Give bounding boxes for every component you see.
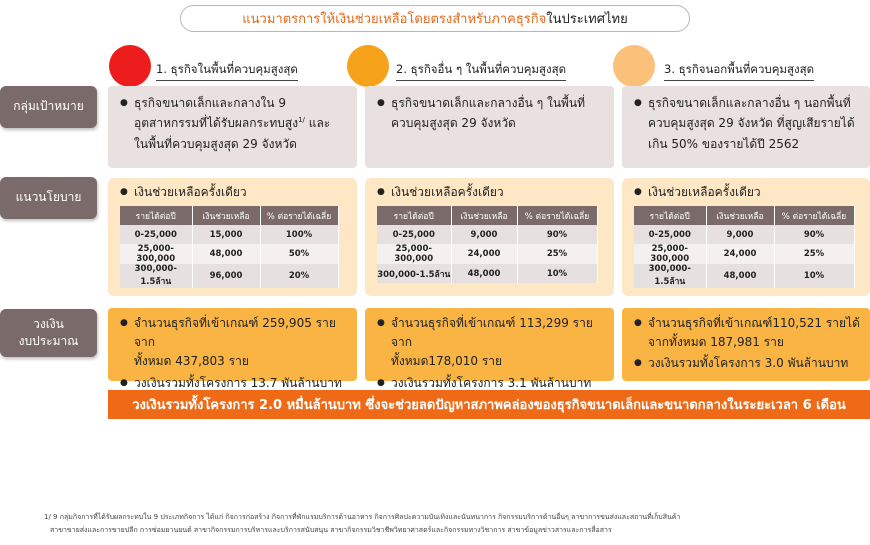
table-header: รายได้ต่อปี — [377, 206, 451, 225]
title-highlight: แนวมาตรการให้เงินช่วยเหลือโดยตรงสำหรับภาคธุรกิจ — [242, 12, 547, 27]
table-cell: 0-25,000 — [120, 225, 192, 244]
table-cell: 25,000-300,000 — [634, 244, 706, 264]
list-item — [377, 93, 604, 134]
list-item — [634, 93, 860, 154]
table-header: รายได้ต่อปี — [634, 206, 706, 225]
budget-box-3 — [622, 308, 870, 381]
footnote-line-2: สาขาขายส่งและการขายปลีก การซ่อมยานยนต์ สาขากิจกรรมการบริหารและบริการสนับสนุน สาขากิจกรรมวิชาชีพวิทยาศาสตร์และกิจกรรมทางวิชาการ สาขาข้อมูลข่าวสารและการสื่อสาร — [50, 526, 612, 534]
policy-2-title: เงินช่วยเหลือครั้งเดียว — [391, 185, 504, 199]
table-row — [634, 244, 854, 264]
table-cell: 48,000 — [451, 264, 517, 283]
row-label-policy-text: แนวนโยบาย — [15, 190, 82, 205]
table-cell: 300,000-1.5ล้าน — [377, 264, 451, 283]
bullet-icon: ● — [120, 377, 128, 388]
footnote — [44, 511, 864, 537]
table-cell: 24,000 — [706, 244, 774, 264]
column-1-red-circle-icon — [109, 45, 151, 87]
table-header: เงินช่วยเหลือ — [451, 206, 517, 225]
row-label-budget — [0, 309, 97, 357]
target-box-2 — [365, 86, 614, 168]
table-header: % ต่อรายได้เฉลี่ย — [260, 206, 338, 225]
bullet-icon: ● — [120, 98, 128, 108]
budget-1-amount: วงเงินรวมทั้งโครงการ 13.7 พันล้านบาท — [134, 375, 342, 390]
target-1-line-1: ธุรกิจขนาดเล็กและกลางใน 9 — [134, 96, 286, 110]
table-row — [377, 225, 597, 244]
target-3-line-3: เกิน 50% ของรายได้ปี 2562 — [648, 136, 800, 151]
table-row — [120, 244, 338, 264]
list-item — [634, 354, 862, 373]
row-label-target — [0, 86, 97, 128]
budget-1-total: ทั้งหมด 437,803 ราย — [134, 354, 249, 369]
table-cell: 90% — [774, 225, 854, 244]
table-cell: 50% — [260, 244, 338, 264]
policy-box-1 — [108, 178, 357, 296]
budget-box-2 — [365, 308, 614, 390]
summary-banner — [108, 390, 870, 419]
table-cell: 300,000-1.5ล้าน — [120, 264, 192, 288]
list-item — [120, 184, 357, 200]
row-label-budget-line-1: วงเงิน — [33, 316, 64, 331]
budget-2-amount: วงเงินรวมทั้งโครงการ 3.1 พันล้านบาท — [391, 375, 592, 390]
table-cell: 48,000 — [192, 244, 260, 264]
list-item — [634, 314, 862, 352]
bullet-icon: ● — [634, 318, 642, 328]
target-2-line-1: ธุรกิจขนาดเล็กและกลางอื่น ๆ ในพื้นที่ — [391, 96, 586, 110]
bullet-icon: ● — [377, 187, 385, 197]
table-row — [377, 264, 597, 283]
target-3-line-2: ควบคุมสูงสุด 29 จังหวัด ที่สูญเสียรายได้ — [648, 116, 855, 131]
table-row — [120, 264, 338, 288]
column-2-heading: 2. ธุรกิจอื่น ๆ ในพื้นที่ควบคุมสูงสุด — [396, 61, 566, 81]
budget-3-amount: วงเงินรวมทั้งโครงการ 3.0 พันล้านบาท — [648, 356, 849, 371]
table-cell: 15,000 — [192, 225, 260, 244]
budget-3-count: จำนวนธุรกิจที่เข้าเกณฑ์110,521 รายได้ — [648, 316, 860, 330]
list-item — [120, 93, 347, 154]
column-3-heading: 3. ธุรกิจนอกพื้นที่ควบคุมสูงสุด — [664, 61, 814, 81]
table-cell: 25% — [774, 244, 854, 264]
table-cell: 0-25,000 — [634, 225, 706, 244]
table-cell: 90% — [517, 225, 597, 244]
title-rest: ในประเทศไทย — [546, 12, 628, 27]
row-label-target-text: กลุ่มเป้าหมาย — [13, 99, 84, 114]
list-item — [377, 314, 606, 372]
bullet-icon: ● — [634, 98, 642, 108]
column-3-peach-circle-icon — [613, 45, 655, 87]
page-title — [180, 5, 690, 32]
policy-box-3 — [622, 178, 870, 296]
target-3-line-1: ธุรกิจขนาดเล็กและกลางอื่น ๆ นอกพื้นที่ — [648, 96, 851, 110]
list-item — [120, 314, 349, 372]
table-cell: 24,000 — [451, 244, 517, 264]
table-cell: 25% — [517, 244, 597, 264]
policy-box-2 — [365, 178, 614, 296]
table-cell: 10% — [517, 264, 597, 283]
bullet-icon: ● — [377, 377, 385, 388]
column-2-orange-circle-icon — [347, 45, 389, 87]
bullet-icon: ● — [120, 318, 128, 328]
list-item — [377, 184, 614, 200]
table-row — [120, 225, 338, 244]
target-box-3 — [622, 86, 870, 168]
target-1-line-3: ในพื้นที่ควบคุมสูงสุด 29 จังหวัด — [134, 136, 297, 151]
table-cell: 20% — [260, 264, 338, 288]
bullet-icon: ● — [377, 98, 385, 108]
table-cell: 25,000-300,000 — [120, 244, 192, 264]
budget-1-count: จำนวนธุรกิจที่เข้าเกณฑ์ 259,905 ราย จาก — [134, 316, 336, 350]
table-header: รายได้ต่อปี — [120, 206, 192, 225]
budget-3-total: จากทั้งหมด 187,981 ราย — [648, 335, 784, 350]
table-cell: 96,000 — [192, 264, 260, 288]
table-cell: 0-25,000 — [377, 225, 451, 244]
table-row — [634, 264, 854, 288]
table-header: % ต่อรายได้เฉลี่ย — [774, 206, 854, 225]
budget-2-total: ทั้งหมด178,010 ราย — [391, 354, 503, 369]
row-label-budget-line-2: งบประมาณ — [18, 334, 79, 348]
table-header: เงินช่วยเหลือ — [192, 206, 260, 225]
target-box-1 — [108, 86, 357, 168]
table-cell: 9,000 — [706, 225, 774, 244]
bullet-icon: ● — [634, 187, 642, 197]
grant-table-1 — [120, 206, 339, 288]
list-item — [634, 184, 870, 200]
grant-table-3 — [634, 206, 855, 288]
target-2-line-2: ควบคุมสูงสุด 29 จังหวัด — [391, 116, 516, 131]
budget-box-1 — [108, 308, 357, 390]
table-row — [377, 244, 597, 264]
policy-1-title: เงินช่วยเหลือครั้งเดียว — [134, 185, 247, 199]
table-cell: 100% — [260, 225, 338, 244]
column-1-heading: 1. ธุรกิจในพื้นที่ควบคุมสูงสุด — [156, 61, 298, 81]
table-header: % ต่อรายได้เฉลี่ย — [517, 206, 597, 225]
summary-banner-text: วงเงินรวมทั้งโครงการ 2.0 หมื่นล้านบาท ซึ่งจะช่วยลดปัญหาสภาพคล่องของธุรกิจขนาดเล็กและขนาดกลางในระยะเวลา 6 เดือน — [132, 398, 846, 413]
table-cell: 300,000-1.5ล้าน — [634, 264, 706, 288]
table-row — [634, 225, 854, 244]
bullet-icon: ● — [634, 358, 642, 369]
table-cell: 48,000 — [706, 264, 774, 288]
footnote-ref: 1/ — [298, 116, 305, 125]
policy-3-title: เงินช่วยเหลือครั้งเดียว — [648, 185, 761, 199]
table-cell: 9,000 — [451, 225, 517, 244]
table-cell: 25,000-300,000 — [377, 244, 451, 264]
target-1-line-2: อุตสาหกรรมที่ได้รับผลกระทบสูง$^{1/}$ และ — [134, 116, 331, 131]
footnote-line-1: 1/ 9 กลุ่มกิจการที่ได้รับผลกระทบใน 9 ประเภทกิจการ ได้แก่ กิจการก่อสร้าง กิจการที่พักแรมบริการด้านอาหาร กิจการศิลปะความบันเทิงและนันทนาการ กิจกรรมบริการด้านอื่นๆ ลาขาการขนส่งและสถานที่เก็บสินค้า — [44, 513, 681, 521]
table-cell: 10% — [774, 264, 854, 288]
grant-table-2 — [377, 206, 598, 283]
bullet-icon: ● — [120, 187, 128, 197]
table-header: เงินช่วยเหลือ — [706, 206, 774, 225]
row-label-policy — [0, 177, 97, 219]
budget-2-count: จำนวนธุรกิจที่เข้าเกณฑ์ 113,299 ราย จาก — [391, 316, 593, 350]
bullet-icon: ● — [377, 318, 385, 328]
